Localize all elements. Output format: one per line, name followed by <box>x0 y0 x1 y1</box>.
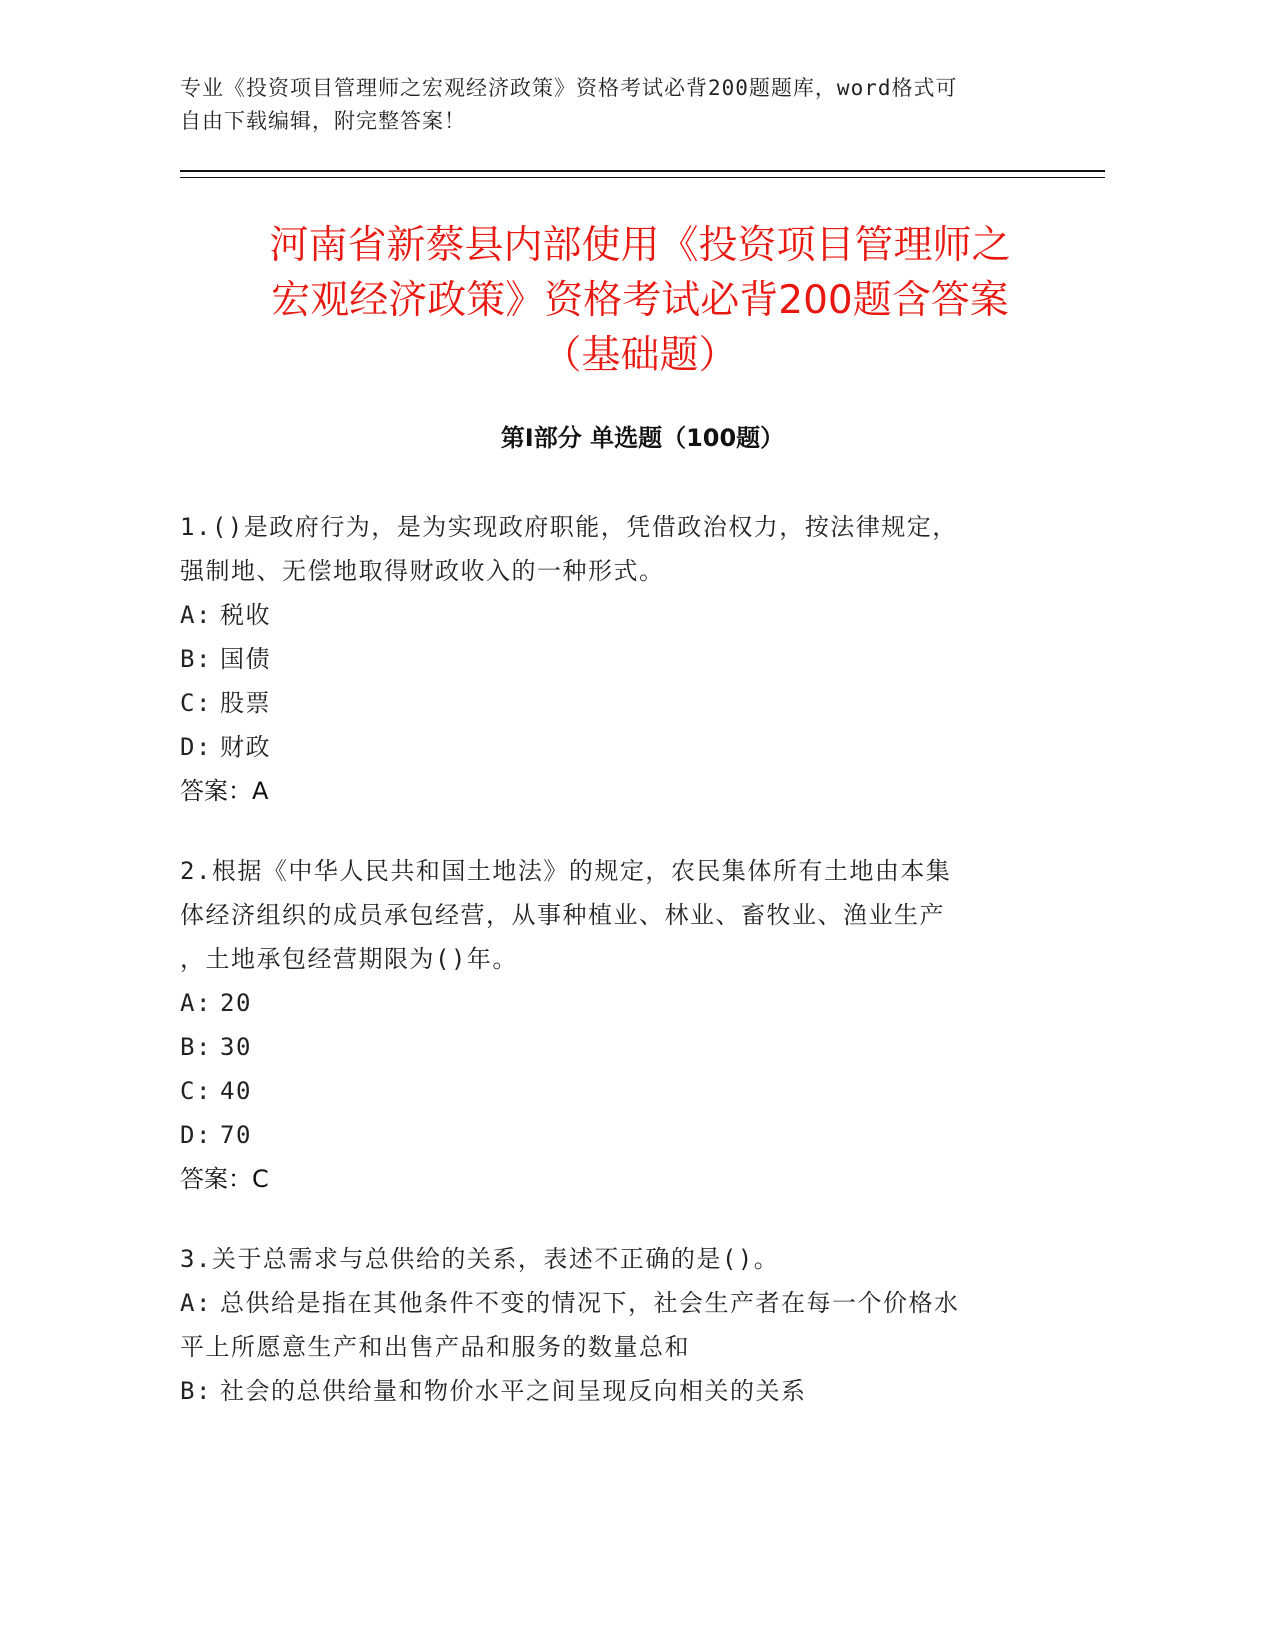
option-key: A: <box>180 601 212 629</box>
question-stem-line: 2.根据《中华人民共和国土地法》的规定，农民集体所有土地由本集 <box>180 857 952 885</box>
question-stem-line: 1.()是政府行为，是为实现政府职能，凭借政治权力，按法律规定， <box>180 513 958 541</box>
header-note <box>180 72 1040 138</box>
question-list <box>180 505 1040 1449</box>
question-stem-line: 体经济组织的成员承包经营，从事种植业、林业、畜牧业、渔业生产 <box>180 901 945 929</box>
header-divider-thin <box>180 177 1105 178</box>
option-b <box>180 1369 1040 1413</box>
option-text: 总供给是指在其他条件不变的情况下，社会生产者在每一个价格水 <box>220 1289 960 1317</box>
question-stem-line: ，土地承包经营期限为()年。 <box>180 945 518 973</box>
option-a <box>180 981 1040 1025</box>
question-3 <box>180 1237 1040 1413</box>
option-text: 社会的总供给量和物价水平之间呈现反向相关的关系 <box>220 1377 807 1405</box>
option-b <box>180 637 1040 681</box>
option-c <box>180 1069 1040 1113</box>
header-note-line-1: 专业《投资项目管理师之宏观经济政策》资格考试必背200题题库，word格式可 <box>180 76 958 100</box>
title-line-1: 河南省新蔡县内部使用《投资项目管理师之 <box>269 223 1011 268</box>
question-1 <box>180 505 1040 813</box>
option-a-continued: 平上所愿意生产和出售产品和服务的数量总和 <box>180 1333 690 1361</box>
question-stem-line: 强制地、无偿地取得财政收入的一种形式。 <box>180 557 665 585</box>
option-text: 税收 <box>220 601 271 629</box>
document-title <box>170 218 1110 383</box>
option-key: C: <box>180 689 212 717</box>
header-divider-thick <box>180 170 1105 172</box>
option-a <box>180 593 1040 637</box>
title-line-3: （基础题） <box>542 333 738 378</box>
option-key: C: <box>180 1077 212 1105</box>
option-text: 30 <box>220 1033 252 1061</box>
option-c <box>180 681 1040 725</box>
option-key: B: <box>180 1377 212 1405</box>
option-key: D: <box>180 1121 212 1149</box>
question-2 <box>180 849 1040 1201</box>
question-stem-line: 3.关于总需求与总供给的关系，表述不正确的是()。 <box>180 1245 780 1273</box>
option-key: B: <box>180 645 212 673</box>
option-text: 财政 <box>220 733 271 761</box>
option-key: A: <box>180 989 212 1017</box>
option-text: 国债 <box>220 645 271 673</box>
option-text: 股票 <box>220 689 271 717</box>
option-text: 40 <box>220 1077 252 1105</box>
option-key: A: <box>180 1289 212 1317</box>
answer: 答案：A <box>180 777 269 805</box>
section-title: 第Ⅰ部分 单选题（100题） <box>500 424 785 452</box>
option-text: 20 <box>220 989 252 1017</box>
option-key: D: <box>180 733 212 761</box>
answer: 答案：C <box>180 1165 269 1193</box>
option-d <box>180 1113 1040 1157</box>
title-line-2: 宏观经济政策》资格考试必背200题含答案 <box>271 278 1009 323</box>
option-b <box>180 1025 1040 1069</box>
option-a <box>180 1281 1040 1325</box>
option-key: B: <box>180 1033 212 1061</box>
option-text: 70 <box>220 1121 252 1149</box>
header-note-line-2: 自由下载编辑，附完整答案！ <box>180 109 466 133</box>
option-d <box>180 725 1040 769</box>
